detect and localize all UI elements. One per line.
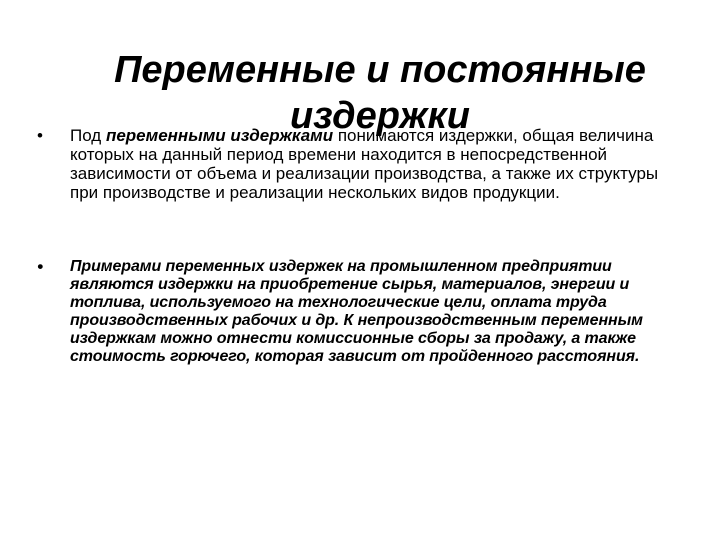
bullet-item-variable-costs-definition — [30, 126, 680, 202]
bullet1-emphasis: переменными издержками — [105, 126, 334, 145]
bullet-marker: • — [37, 257, 43, 276]
bullet1-text-before: Под — [70, 126, 106, 145]
title-line-2: издержки — [290, 95, 470, 138]
bullet-list — [30, 126, 680, 366]
bullet-item-variable-costs-examples — [30, 258, 680, 366]
bullet2-text: Примерами переменных издержек на промышленном предприятии являются издержки на приобретение сырья, материалов, энергии и топлива, используемого на технологические цели, оплата труда производственных рабочих и др. К непроизводственным переменным издержкам можно отнести комиссионные сборы за продажу, а также стоимость горючего, которая зависит от пройденного расстояния. — [70, 258, 643, 365]
bullet1-text-after: понимаются издержки, общая величина которых на данный период времени находится в непосредственной зависимости от объема и реализации производства, а также их структуры при производстве и реализации нескольких видов продукции. — [70, 126, 659, 202]
title-line-1: Переменные и постоянные — [114, 49, 646, 92]
bullet-marker: • — [37, 126, 43, 145]
